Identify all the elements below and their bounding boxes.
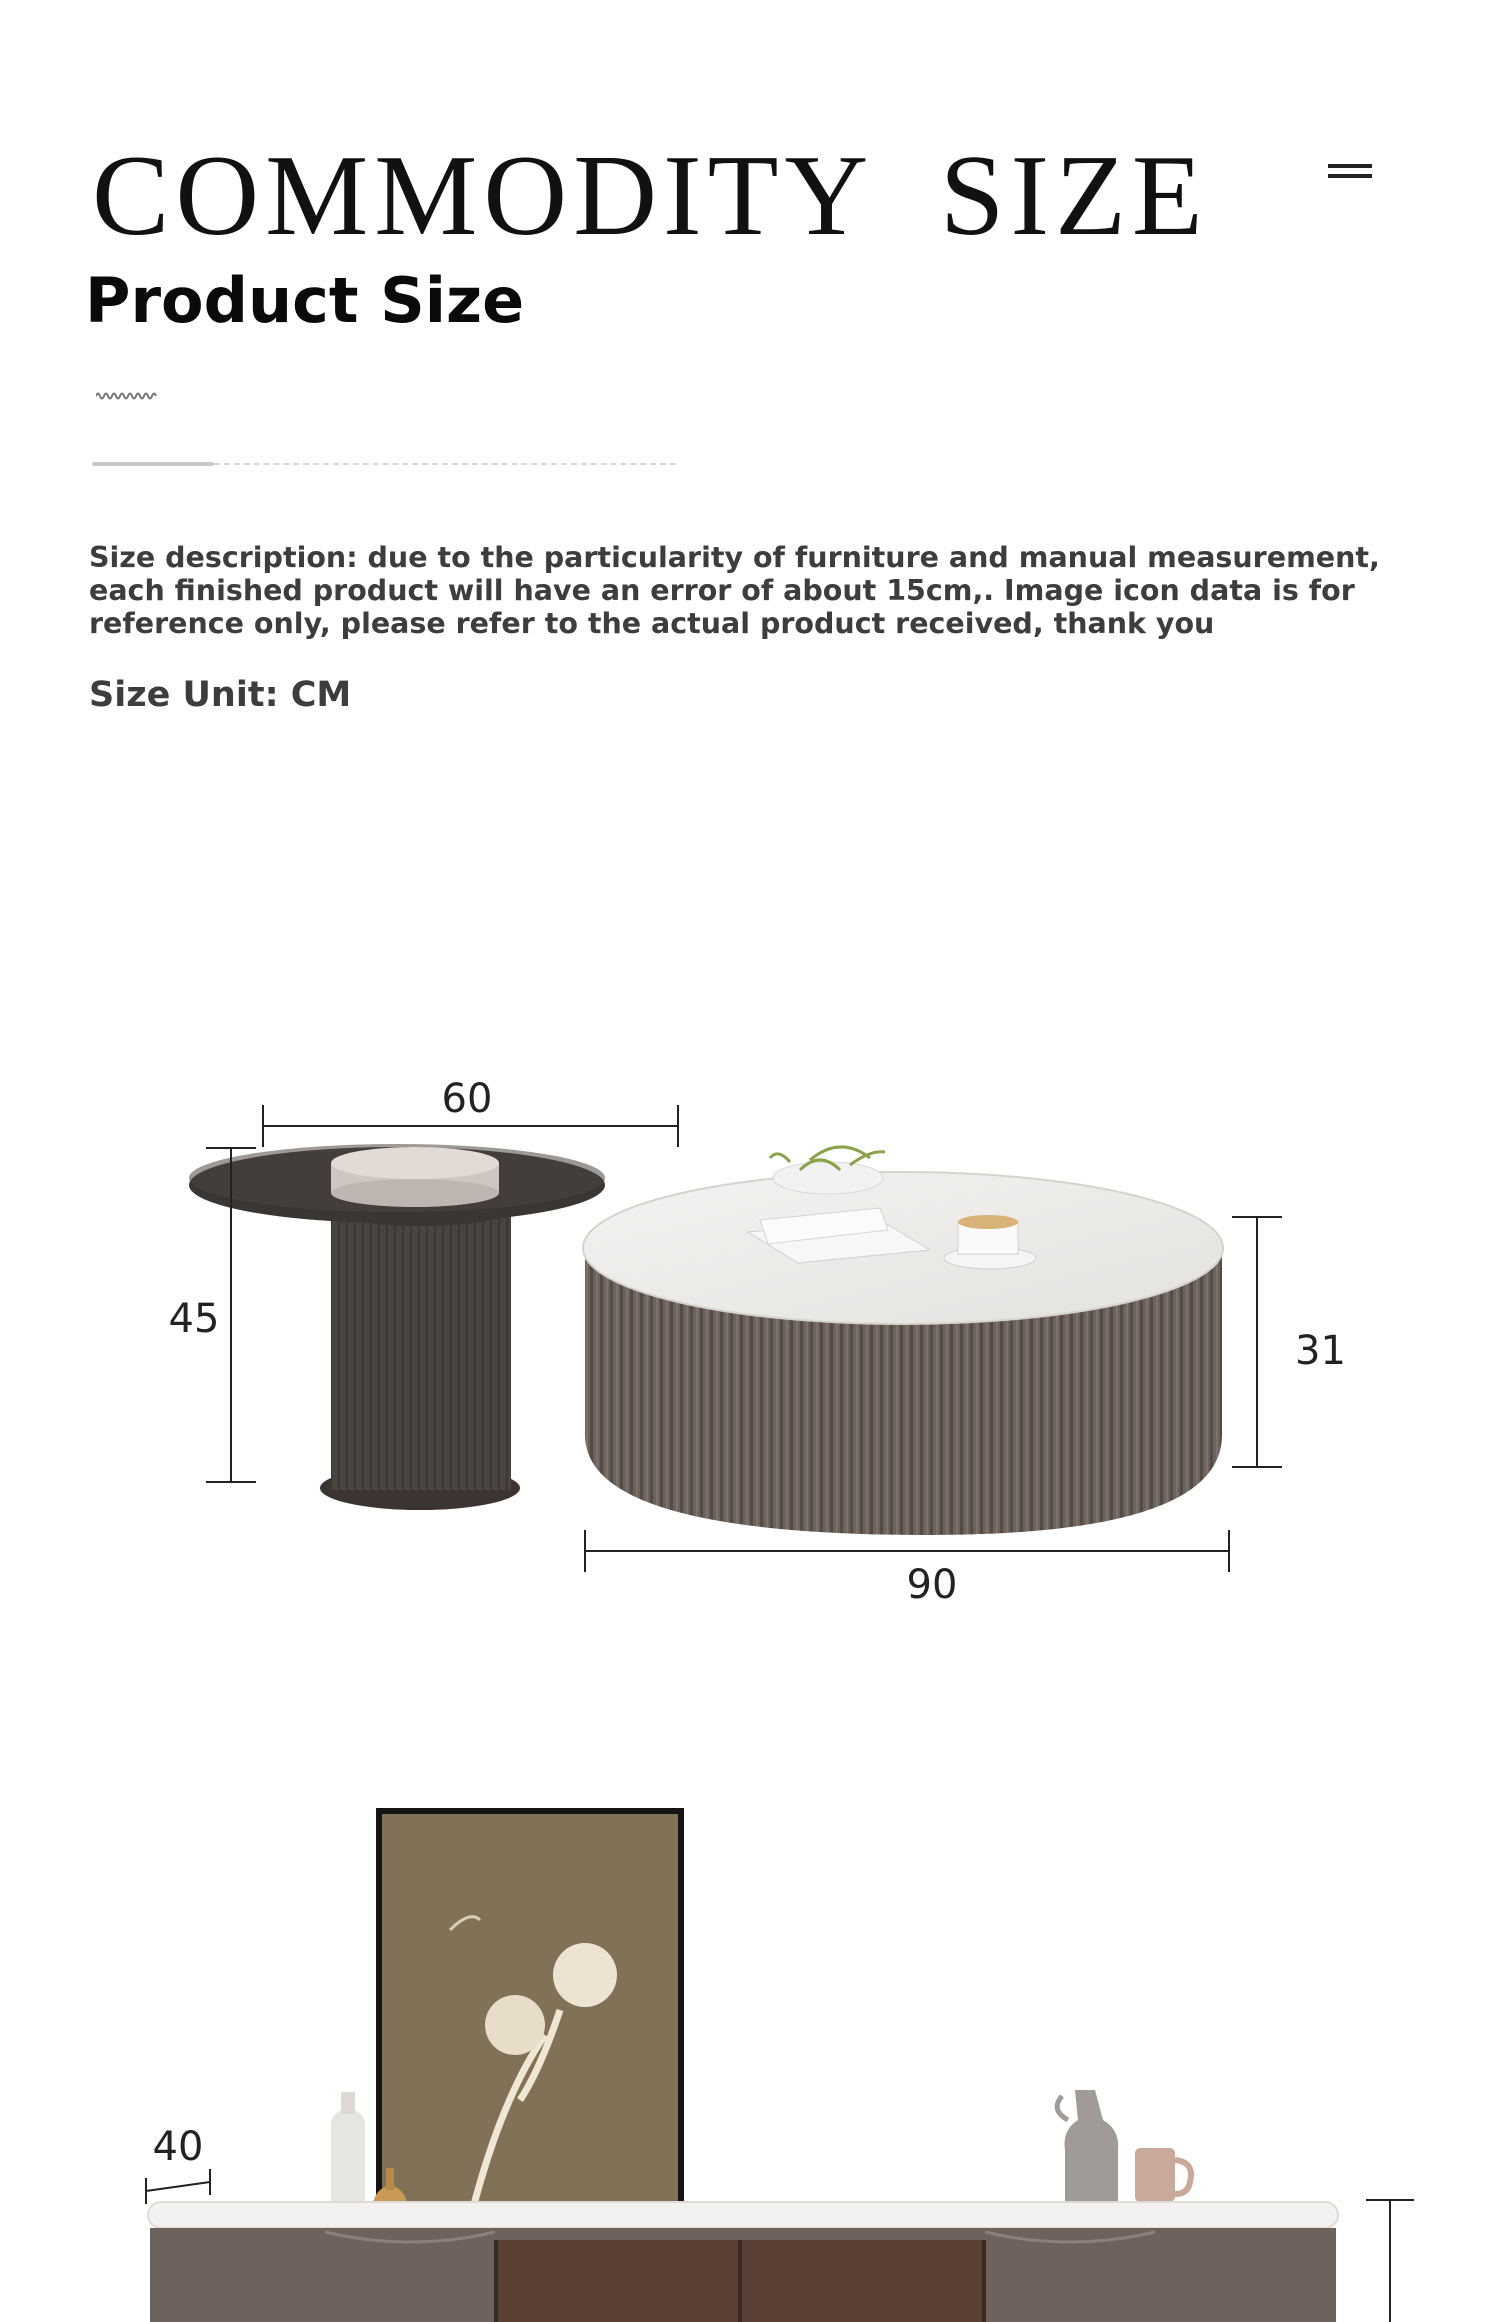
round-table-height-label: 31	[1295, 1328, 1346, 1374]
framed-artwork-illustration	[376, 1808, 684, 2230]
dimension-line-31	[1232, 1217, 1282, 1467]
size-description: Size description: due to the particularity of furniture and manual measurement, each finished product will have an error of about 15cm,. Image icon data is for reference only, please refer to the actual product received, thank you	[89, 541, 1380, 640]
side-table-height-label: 45	[168, 1296, 220, 1342]
headline-commodity-size: COMMODITY SIZE	[92, 132, 1209, 260]
squiggle-decoration	[96, 390, 160, 400]
menu-icon[interactable]	[1328, 164, 1372, 180]
tv-cabinet-dimension-diagram	[0, 1770, 1500, 2322]
cabinet-depth-label: 40	[152, 2124, 204, 2170]
dimension-line-40	[146, 2169, 210, 2204]
cabinet-height-dimension-line	[1366, 2200, 1414, 2322]
side-table-illustration	[189, 1144, 605, 1510]
round-table-diameter-label: 90	[906, 1562, 958, 1608]
size-unit-label: Size Unit: CM	[89, 675, 352, 715]
coffee-table-dimension-diagram	[0, 1050, 1500, 1650]
side-table-diameter-label: 60	[441, 1076, 493, 1122]
tv-cabinet-illustration	[148, 2202, 1338, 2322]
section-divider	[92, 462, 676, 466]
round-coffee-table-illustration	[583, 1147, 1223, 1535]
product-size-title: Product Size	[85, 264, 525, 337]
